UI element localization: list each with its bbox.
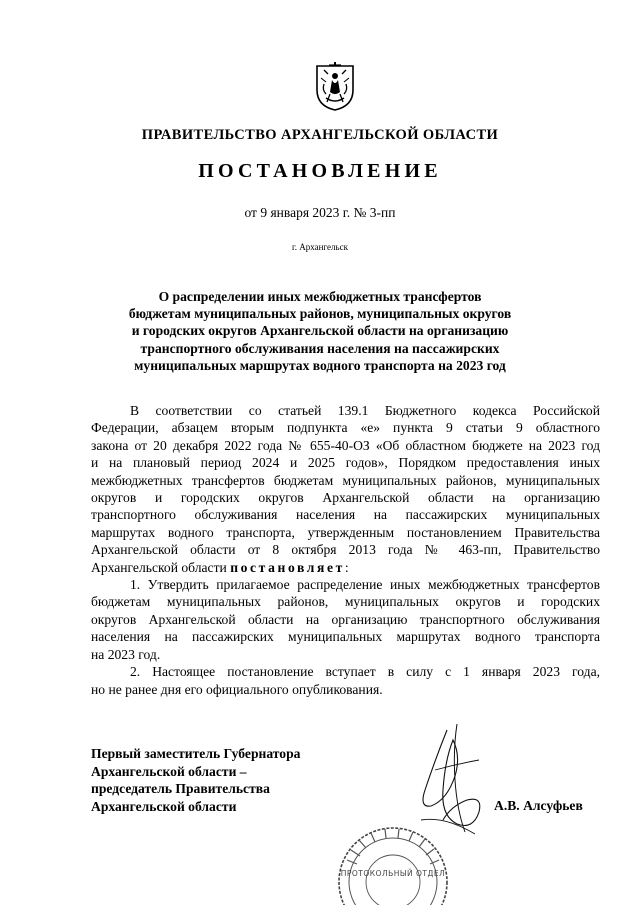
item-2-line: 2. Настоящее постановление вступает в силу с 1 января 2023 года, — [130, 664, 600, 680]
preamble-line: маршрутах водного транспорта, утвержденным постановлением Правительства — [91, 524, 600, 540]
government-title: ПРАВИТЕЛЬСТВО АРХАНГЕЛЬСКОЙ ОБЛАСТИ — [141, 127, 499, 143]
item-1-line: 1. Утвердить прилагаемое распределение иных межбюджетных трансфертов — [130, 577, 600, 593]
document-body — [91, 402, 600, 698]
preamble-last-line-end: : — [344, 559, 349, 575]
preamble-line: Архангельской области от 8 октября 2013 года № 463-пп, Правительство — [91, 542, 600, 558]
preamble-last-line-start: Архангельской области — [91, 559, 227, 575]
stamp-text: ПРОТОКОЛЬНЫЙ ОТДЕЛ — [340, 869, 446, 878]
official-stamp — [333, 820, 453, 905]
preamble-line: В соответствии со статьей 139.1 Бюджетного кодекса Российской — [130, 403, 600, 418]
preamble-line: Федерации, абзацем вторым подпункта «е» пункта 9 статьи 9 областного — [91, 420, 600, 436]
preamble-line: межбюджетных трансфертов бюджетам муниципальных районов, муниципальных — [91, 472, 600, 488]
decree-keyword: постановляет — [230, 559, 345, 575]
item-1-line: бюджетам муниципальных районов, муниципальных округов и городских — [91, 594, 600, 610]
item-1-line: округов Архангельской области на организацию транспортного обслуживания — [91, 611, 600, 627]
document-type: ПОСТАНОВЛЕНИЕ — [198, 160, 442, 182]
signatory-position — [91, 745, 300, 815]
preamble-line: округов и городских округов Архангельской области на организацию — [91, 490, 600, 506]
subject-line: О распределении иных межбюджетных трансфертов — [158, 289, 482, 304]
item-1-paragraph — [91, 576, 600, 663]
preamble-last-line — [91, 559, 600, 576]
signatory-position-line: председатель Правительства — [91, 781, 270, 797]
item-1-line: на 2023 год. — [91, 646, 161, 662]
subject-line: и городских округов Архангельской области на организацию — [131, 323, 509, 339]
document-date-number: от 9 января 2023 г. № 3-пп — [244, 205, 396, 220]
coat-of-arms-emblem — [314, 60, 356, 112]
signatory-position-line: Первый заместитель Губернатора — [91, 746, 301, 761]
item-1-line: населения на пассажирских муниципальных маршрутах водного транспорта — [91, 629, 600, 645]
document-subject — [100, 288, 540, 374]
preamble-line: транспортного обслуживания населения на пассажирских муниципальных — [91, 507, 600, 523]
subject-line: бюджетам муниципальных районов, муниципальных округов — [128, 306, 512, 322]
preamble-line: и на плановый период 2024 и 2025 годов», Порядком предоставления иных — [91, 455, 600, 471]
item-2-paragraph — [91, 663, 600, 698]
subject-line: транспортного обслуживания населения на пассажирских — [140, 340, 500, 356]
signatory-position-line: Архангельской области – — [91, 763, 247, 779]
item-2-line: но не ранее дня его официального опубликования. — [91, 681, 383, 697]
signatory-position-line: Архангельской области — [91, 798, 237, 814]
preamble-line: закона от 20 декабря 2022 года № 655-40-ОЗ «Об областном бюджете на 2023 год — [91, 437, 600, 453]
preamble-paragraph — [91, 402, 600, 576]
document-city: г. Архангельск — [292, 242, 348, 252]
signatory-name: А.В. Алсуфьев — [494, 798, 583, 813]
subject-line: муниципальных маршрутах водного транспорта на 2023 год — [134, 357, 506, 373]
